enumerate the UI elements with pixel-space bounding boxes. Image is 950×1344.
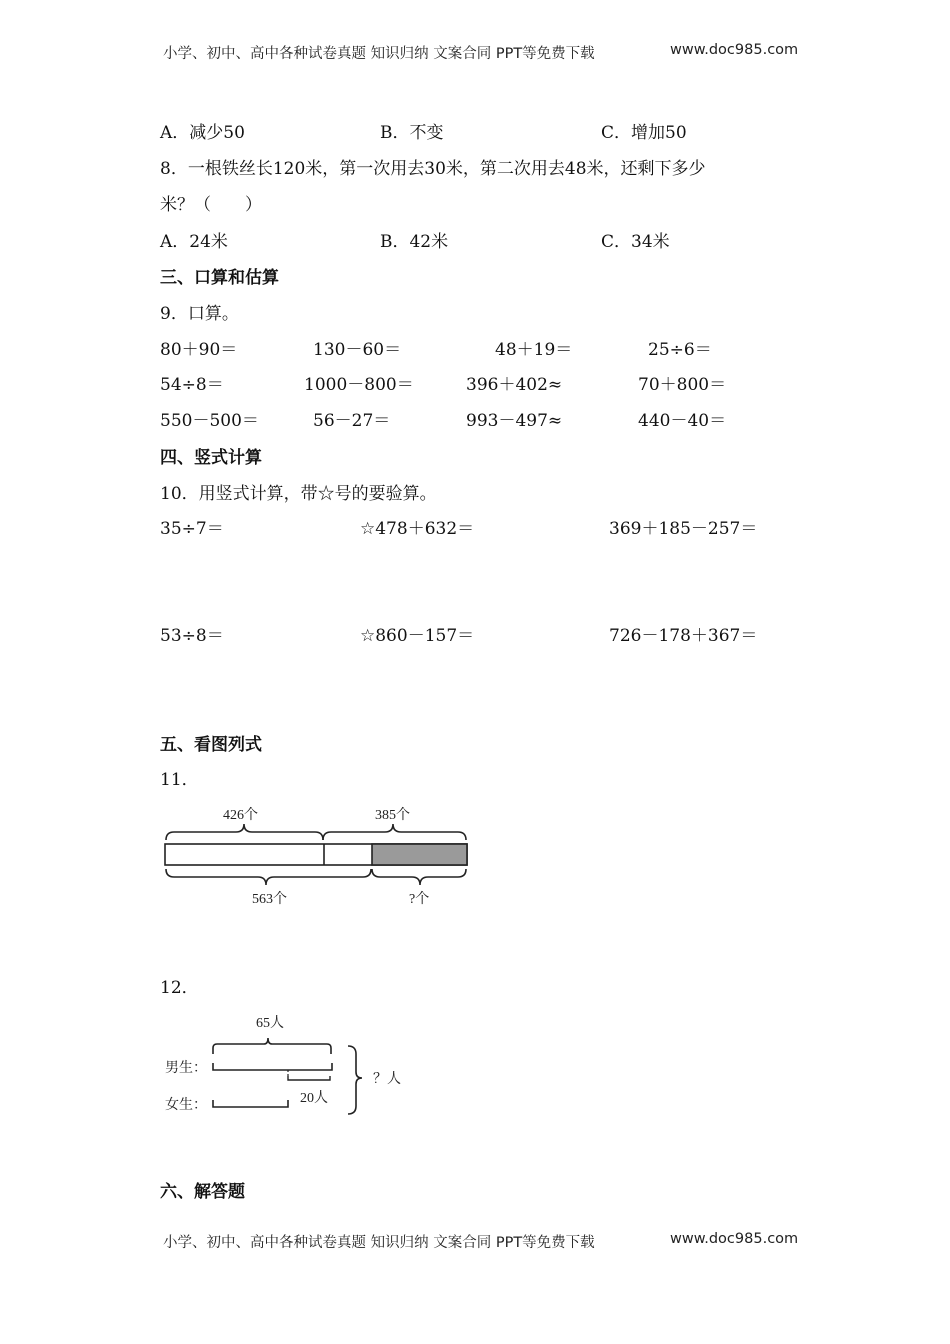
q10-prompt: 10．用竖式计算，带☆号的要验算。	[160, 484, 437, 504]
vertical-calc-item: 726－178＋367＝	[609, 626, 758, 646]
q11-segment-diagram	[160, 800, 480, 915]
q7-option-a: A．减少50	[160, 123, 245, 143]
mental-math-item: 440－40＝	[638, 411, 727, 431]
mental-math-item: 550－500＝	[160, 411, 259, 431]
mental-math-item: 48＋19＝	[495, 340, 573, 360]
mental-math-item: 80＋90＝	[160, 340, 238, 360]
girls-segment	[213, 1100, 288, 1107]
label-65: 65人	[256, 1016, 284, 1031]
q8-text-line1: 8．一根铁丝长120米，第一次用去30米，第二次用去48米，还剩下多少	[160, 159, 706, 179]
vertical-calc-item: 369＋185－257＝	[609, 519, 758, 539]
page-footer-url: www.doc985.com	[670, 1231, 799, 1247]
q7-option-c: C．增加50	[601, 123, 687, 143]
q12-segment-diagram	[160, 1010, 420, 1120]
label-563: 563个	[252, 892, 287, 907]
label-girls: 女生：	[165, 1098, 207, 1113]
mental-math-item: 70＋800＝	[638, 375, 727, 395]
q8-text-line2: 米？（ ）	[160, 195, 262, 215]
mental-math-item: 56－27＝	[313, 411, 391, 431]
unknown-segment	[372, 844, 467, 865]
mental-math-item: 130－60＝	[313, 340, 402, 360]
difference-bracket	[288, 1076, 330, 1080]
q12-number: 12．	[160, 978, 199, 998]
q11-number: 11．	[160, 770, 199, 790]
mental-math-item: 396＋402≈	[466, 375, 563, 395]
label-385: 385个	[375, 808, 410, 823]
section-5-title: 五、看图列式	[160, 735, 262, 755]
label-boys: 男生：	[165, 1061, 207, 1076]
bottom-left-brace	[166, 869, 371, 885]
vertical-calc-item: ☆860－157＝	[360, 626, 475, 646]
page-header-url: www.doc985.com	[670, 42, 799, 58]
top-right-brace	[323, 824, 466, 840]
q8-option-c: C．34米	[601, 232, 670, 252]
label-unknown: ?个	[409, 892, 430, 907]
section-3-title: 三、口算和估算	[160, 268, 279, 288]
q8-option-a: A．24米	[160, 232, 228, 252]
label-426: 426个	[223, 808, 258, 823]
q8-option-b: B．42米	[380, 232, 449, 252]
label-20: 20人	[300, 1091, 328, 1106]
top-left-brace	[166, 824, 323, 840]
boys-top-brace	[213, 1038, 331, 1054]
total-brace	[348, 1046, 362, 1114]
vertical-calc-item: ☆478＋632＝	[360, 519, 475, 539]
mental-math-item: 54÷8＝	[160, 375, 224, 395]
vertical-calc-item: 35÷7＝	[160, 519, 224, 539]
vertical-calc-item: 53÷8＝	[160, 626, 224, 646]
section-4-title: 四、竖式计算	[160, 448, 262, 468]
q9-prompt: 9．口算。	[160, 304, 239, 324]
page-footer-text: 小学、初中、高中各种试卷真题 知识归纳 文案合同 PPT等免费下载	[163, 1235, 595, 1251]
section-6-title: 六、解答题	[160, 1182, 245, 1202]
bottom-right-brace	[372, 869, 466, 885]
q7-option-b: B．不变	[380, 123, 444, 143]
boys-segment	[213, 1063, 332, 1070]
mental-math-item: 25÷6＝	[648, 340, 712, 360]
mental-math-item: 1000－800＝	[304, 375, 414, 395]
mental-math-item: 993－497≈	[466, 411, 563, 431]
page-header-text: 小学、初中、高中各种试卷真题 知识归纳 文案合同 PPT等免费下载	[163, 46, 595, 62]
label-total: ？人	[373, 1072, 401, 1087]
